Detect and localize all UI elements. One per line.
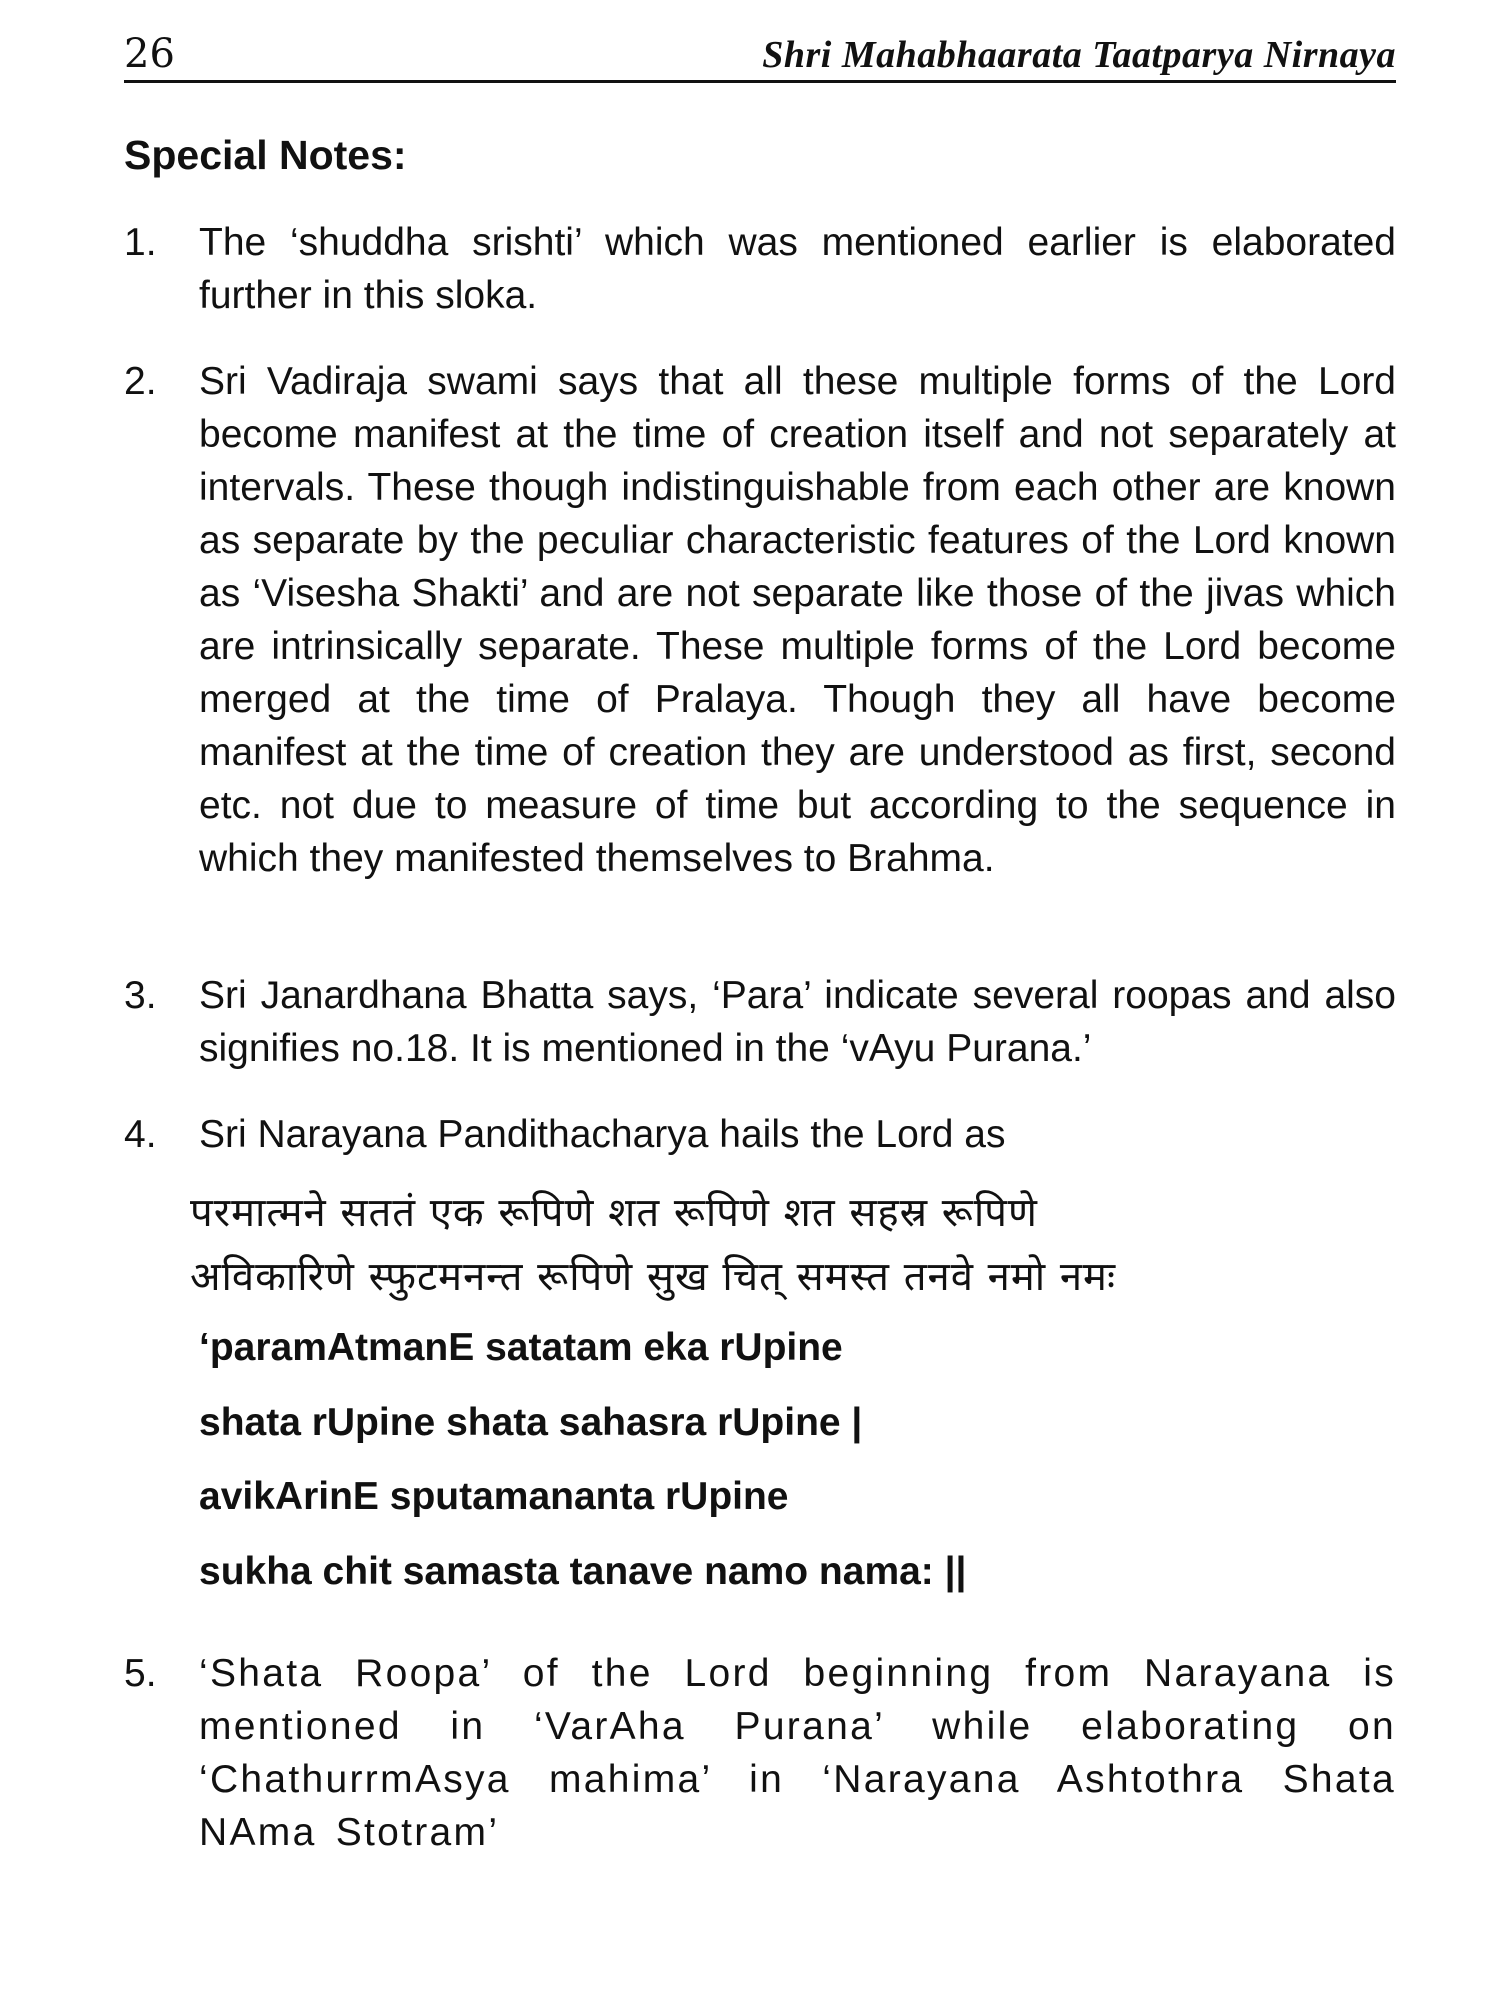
transliteration-line: shata rUpine shata sahasra rUpine | bbox=[199, 1401, 863, 1444]
note-item bbox=[124, 1647, 1396, 1859]
note-number: 5. bbox=[124, 1652, 157, 1695]
transliteration-line: ‘paramAtmanE satatam eka rUpine bbox=[199, 1326, 843, 1369]
note-text: Sri Narayana Pandithacharya hails the Lord as bbox=[199, 1113, 1006, 1156]
note-item bbox=[124, 355, 1396, 885]
sanskrit-verse-line: अविकारिणे स्फुटमनन्त रूपिणे सुख चित् समस्त तनवे नमो नमः bbox=[190, 1254, 1117, 1300]
transliteration-line: avikArinE sputamananta rUpine bbox=[199, 1475, 789, 1518]
note-item bbox=[124, 1108, 1396, 1161]
running-title: Shri Mahabhaarata Taatparya Nirnaya bbox=[762, 34, 1396, 76]
note-item bbox=[124, 216, 1396, 322]
note-number: 1. bbox=[124, 221, 157, 264]
note-number: 3. bbox=[124, 974, 157, 1017]
page-header bbox=[124, 26, 1396, 82]
note-item bbox=[124, 969, 1396, 1075]
note-number: 2. bbox=[124, 360, 157, 403]
note-number: 4. bbox=[124, 1113, 157, 1156]
sanskrit-verse-line: परमात्मने सततं एक रूपिणे शत रूपिणे शत सहस्र रूपिणे bbox=[190, 1190, 1038, 1236]
note-text: ‘Shata Roopa’ of the Lord beginning from Narayana is mentioned in ‘VarAha Purana’ while elaborating on ‘ChathurrmAsya mahima’ in ‘Narayana Ashtothra Shata NAma Stotram’ bbox=[199, 1652, 1396, 1854]
note-text: Sri Vadiraja swami says that all these multiple forms of the Lord become manifest at the time of creation itself and not separately at intervals. These though indistinguishable from each other are known as separate by the peculiar characteristic features of the Lord known as ‘Visesha Shakti’ and are not separate like those of the jivas which are intrinsically separate. These multiple forms of the Lord become merged at the time of Pralaya. Though they all have become manifest at the time of creation they are understood as first, second etc. not due to measure of time but according to the sequence in which they manifested themselves to Brahma. bbox=[199, 360, 1396, 880]
note-text: The ‘shuddha srishti’ which was mentioned earlier is elaborated further in this sloka. bbox=[199, 221, 1396, 317]
transliteration-line: sukha chit samasta tanave namo nama: || bbox=[199, 1550, 967, 1593]
note-text: Sri Janardhana Bhatta says, ‘Para’ indicate several roopas and also signifies no.18. It is mentioned in the ‘vAyu Purana.’ bbox=[199, 974, 1396, 1070]
page-number: 26 bbox=[124, 31, 175, 77]
section-heading: Special Notes: bbox=[124, 132, 407, 178]
header-rule bbox=[124, 80, 1396, 83]
